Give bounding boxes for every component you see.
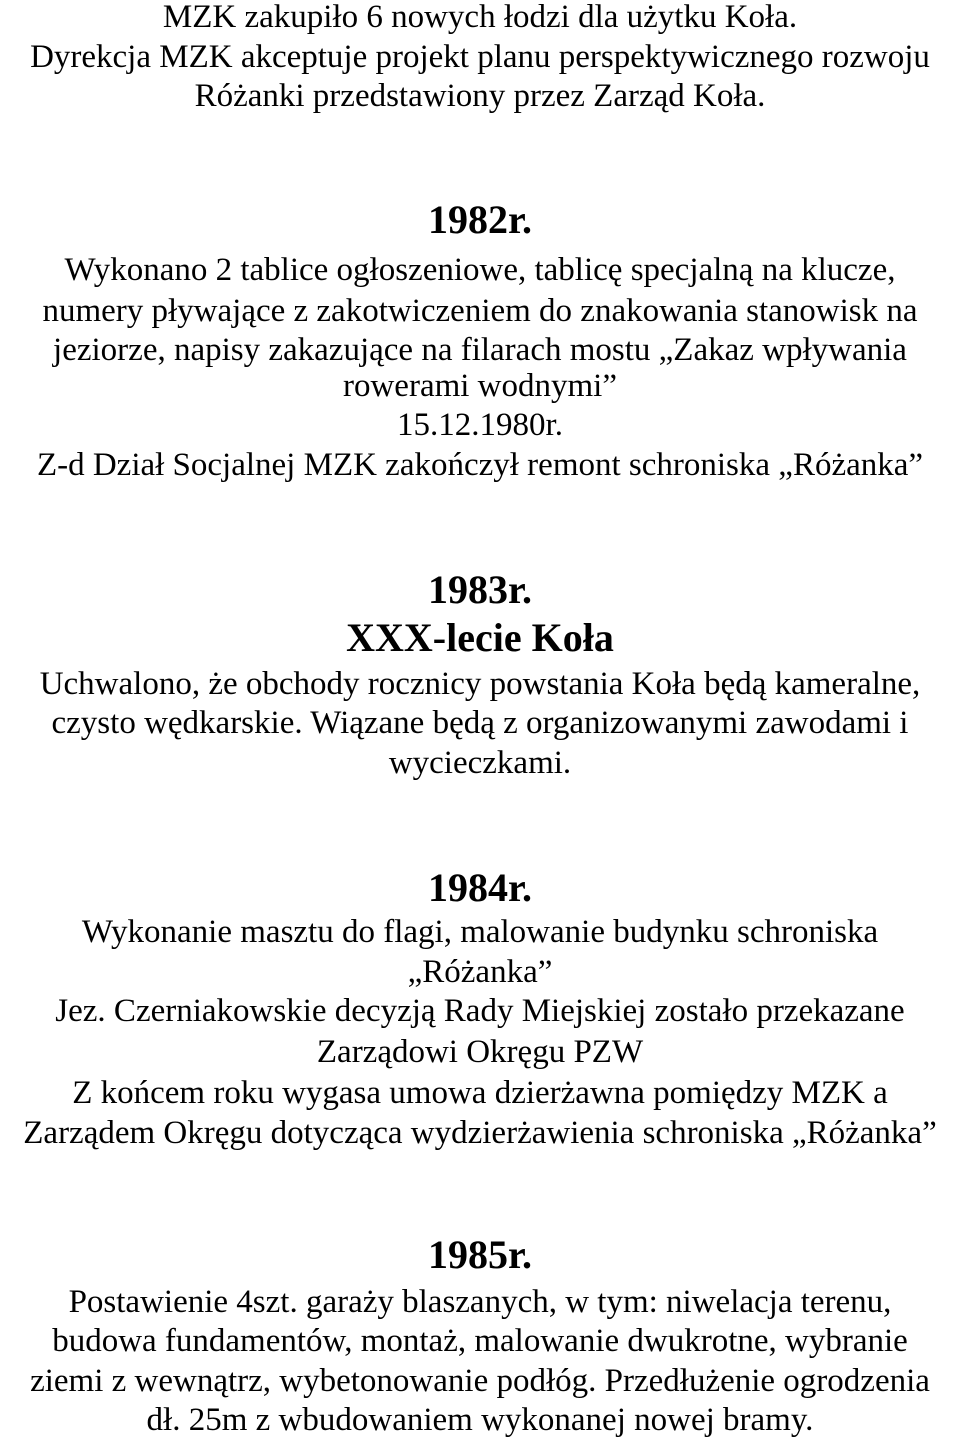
entry-1985-line-1: Postawienie 4szt. garaży blaszanych, w tym: niwelacja terenu, [68,1284,892,1320]
entry-1985-line-2: budowa fundamentów, montaż, malowanie dwukrotne, wybranie [52,1323,908,1359]
year-heading-1982: 1982r. [427,197,533,242]
entry-1982-line-1: Wykonano 2 tablice ogłoszeniowe, tablicę specjalną na klucze, [64,252,896,288]
year-heading-1985: 1985r. [427,1232,533,1277]
entry-1985-line-4: dł. 25m z wbudowaniem wykonanej nowej bramy. [146,1402,814,1438]
entry-1982-line-6: Z-d Dział Socjalnej MZK zakończył remont schroniska „Różanka” [36,447,924,483]
entry-1984-line-1: Wykonanie masztu do flagi, malowanie budynku schroniska [81,914,879,950]
entry-1982-date: 15.12.1980r. [397,407,563,443]
entry-1985-line-3: ziemi z wewnątrz, wybetonowanie podłóg. Przedłużenie ogrodzenia [30,1363,930,1399]
year-heading-1983: 1983r. [427,567,533,612]
year-heading-1984: 1984r. [427,865,533,910]
entry-1983-line-3: wycieczkami. [388,745,572,781]
intro-line-3: Różanki przedstawiony przez Zarząd Koła. [194,78,766,114]
entry-1982-line-4: rowerami wodnymi” [342,368,617,404]
intro-line-2: Dyrekcja MZK akceptuje projekt planu perspektywicznego rozwoju [30,39,930,75]
entry-1982-line-3: jeziorze, napisy zakazujące na filarach mostu „Zakaz wpływania [53,332,907,368]
entry-1984-line-4: Zarządowi Okręgu PZW [316,1034,644,1070]
entry-1982-line-2: numery pływające z zakotwiczeniem do znakowania stanowisk na [42,293,918,329]
intro-line-1: MZK zakupiło 6 nowych łodzi dla użytku Koła. [162,0,798,35]
entry-1983-line-1: Uchwalono, że obchody rocznicy powstania Koła będą kameralne, [39,666,921,702]
entry-1984-line-2: „Różanka” [407,954,553,990]
entry-1983-line-2: czysto wędkarskie. Wiązane będą z organizowanymi zawodami i [51,705,909,741]
subtitle-xxx-lecie: XXX-lecie Koła [346,615,614,660]
entry-1984-line-3: Jez. Czerniakowskie decyzją Rady Miejskiej zostało przekazane [55,993,905,1029]
entry-1984-line-5: Z końcem roku wygasa umowa dzierżawna pomiędzy MZK a [72,1075,888,1111]
entry-1984-line-6: Zarządem Okręgu dotycząca wydzierżawienia schroniska „Różanka” [23,1115,937,1151]
